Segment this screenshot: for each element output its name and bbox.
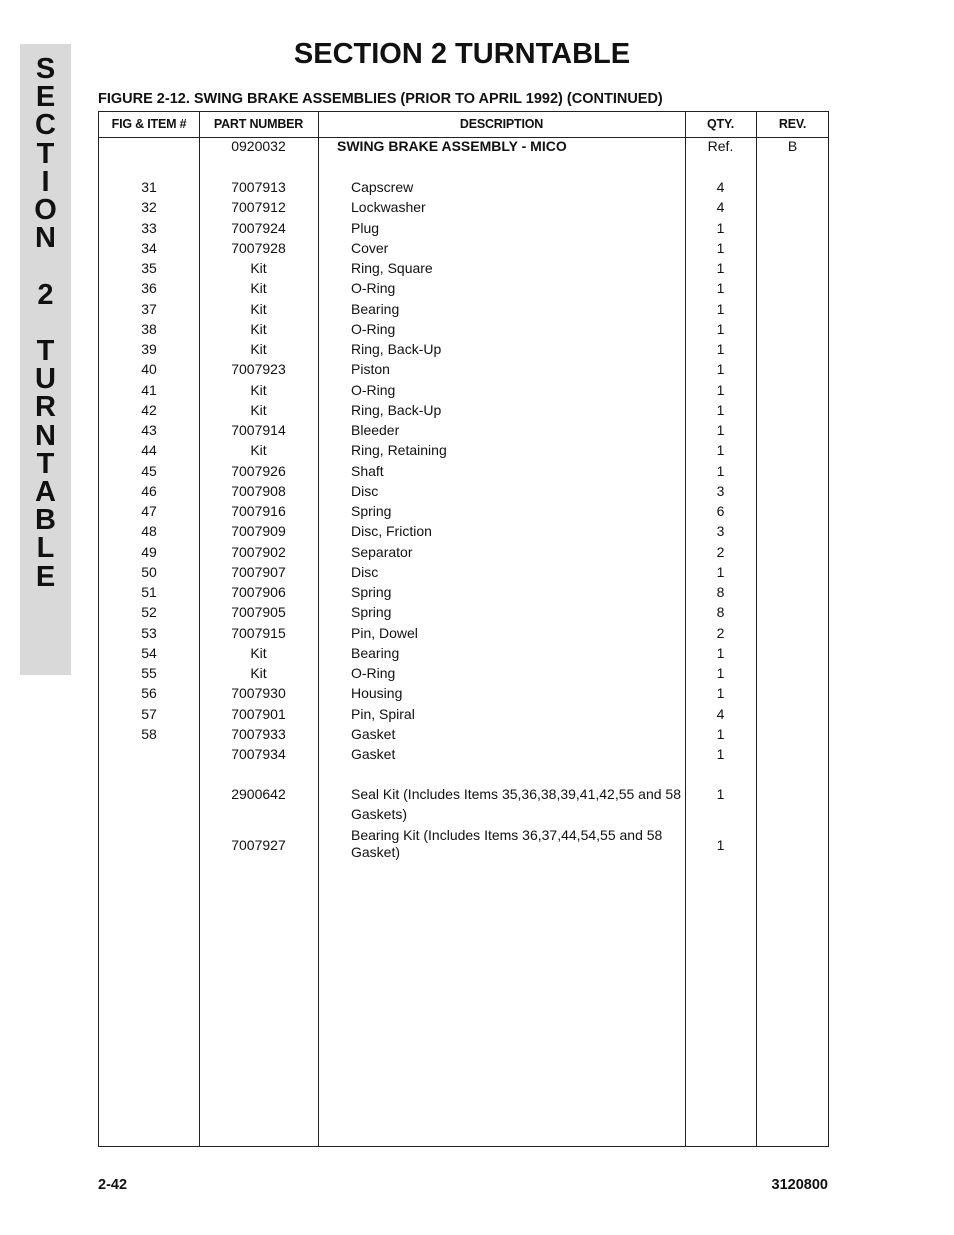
document-number: 3120800 [771,1177,828,1193]
quantity: 2 [716,624,725,641]
side-tab-letter: S [35,53,56,85]
part-number: 0920032 [231,138,286,154]
quantity: 1 [716,300,725,317]
fig-item-number: 56 [141,685,157,702]
table-row [99,542,830,562]
part-number: Kit [250,644,267,661]
fig-item-number: 32 [141,199,157,216]
fig-item-number: 51 [141,584,157,600]
description: Spring [351,503,392,519]
description: Lockwasher [351,199,426,216]
fig-item-number: 40 [141,361,157,378]
side-tab-letter: L [36,532,55,565]
quantity: 4 [716,199,725,216]
part-number: Kit [250,280,267,297]
part-number: 7007906 [231,584,286,600]
description: Disc [351,482,379,499]
revision: B [787,138,798,154]
description-line-2: Gasket) [351,844,401,860]
side-tab-letter: 2 [37,278,54,311]
quantity: 1 [716,422,725,438]
description: O-Ring [351,320,396,337]
table-row [99,197,830,217]
table-row [99,218,830,238]
table-row [99,440,830,460]
parts-table [98,111,829,1147]
page-number: 2-42 [98,1177,128,1193]
kit-row [99,784,830,824]
description: Plug [351,219,380,236]
description: Disc, Friction [351,523,432,540]
part-number: 7007928 [231,239,286,256]
fig-item-number: 31 [141,179,157,195]
table-row [99,724,830,744]
table-row [99,562,830,582]
part-number: Kit [250,341,267,357]
part-number: 7007908 [231,482,286,499]
side-tab-letter: N [35,419,56,452]
table-row [99,380,830,400]
description: Gasket [351,746,396,762]
description: Bearing [351,300,400,317]
table-row [99,420,830,440]
part-number: 7007907 [231,563,286,580]
part-number: 7007902 [231,543,286,560]
quantity: 1 [716,341,725,357]
table-row [99,643,830,663]
quantity: 1 [716,219,725,236]
part-number: 7007909 [231,523,286,540]
description: Ring, Back-Up [351,341,442,357]
side-tab-letter: O [34,194,57,226]
description: Pin, Spiral [351,705,415,722]
table-row [99,400,830,420]
quantity: 1 [716,786,725,802]
quantity: 1 [716,644,725,661]
table-row [99,339,830,359]
side-tab-letter: T [36,447,55,480]
description: Housing [351,685,403,702]
description-line-2: Gaskets) [351,806,408,822]
part-number: 7007934 [231,746,286,762]
part-number: 7007923 [231,361,286,378]
description-line-1: Bearing Kit (Includes Items 36,37,44,54,55 and 58 [351,827,663,843]
fig-item-number: 46 [141,482,157,499]
header-rev: REV. [778,117,807,131]
part-number: 7007933 [231,725,286,742]
part-number: 2900642 [231,786,286,802]
quantity: 1 [716,665,725,681]
fig-item-number: 55 [141,665,157,681]
part-number: 7007913 [231,179,286,195]
table-row [99,623,830,643]
description: O-Ring [351,665,396,681]
part-number: 7007901 [231,705,286,722]
fig-item-number: 45 [141,462,157,479]
description: Separator [351,543,413,560]
quantity: 1 [716,401,725,418]
page-title: SECTION 2 TURNTABLE [293,38,631,70]
fig-item-number: 41 [141,381,157,398]
part-number: 7007905 [231,604,286,621]
quantity: 1 [716,837,725,853]
side-tab-letter: T [36,137,55,170]
fig-item-number: 33 [141,219,157,236]
table-row [99,521,830,541]
description: Cover [351,239,389,256]
quantity: 1 [716,462,725,479]
quantity: 8 [716,584,725,600]
quantity: 1 [716,725,725,742]
side-tab-letter: I [41,165,50,198]
side-tab-letter: C [35,109,56,142]
quantity: 3 [716,523,725,540]
quantity: 1 [716,239,725,256]
table-row [99,319,830,339]
fig-item-number: 53 [141,624,157,641]
fig-item-number: 49 [141,543,157,560]
fig-item-number: 50 [141,563,157,580]
part-number: Kit [250,401,267,418]
side-tab-letter: A [35,476,56,508]
description: Shaft [351,462,384,479]
part-number: 7007927 [231,837,286,853]
part-number: Kit [250,300,267,317]
description: Ring, Retaining [351,442,447,459]
fig-item-number: 43 [141,422,157,438]
fig-item-number: 44 [141,442,157,459]
side-tab-letter: B [35,504,56,537]
header-fig-item: FIG & ITEM # [111,117,187,131]
fig-item-number: 52 [141,604,157,621]
part-number: 7007915 [231,624,286,641]
table-row [99,481,830,501]
table-row [99,177,830,197]
description: SWING BRAKE ASSEMBLY - MICO [337,138,567,154]
header-qty: QTY. [707,117,734,131]
description: Capscrew [351,179,414,195]
quantity: 4 [716,705,725,722]
header-part-number: PART NUMBER [213,117,304,131]
fig-item-number: 38 [141,320,157,337]
fig-item-number: 34 [141,239,157,256]
fig-item-number: 48 [141,523,157,540]
part-number: 7007926 [231,462,286,479]
fig-item-number: 37 [141,300,157,317]
quantity: Ref. [707,138,734,154]
table-row [99,744,830,764]
side-tab-letter: E [35,81,56,114]
description: Bleeder [351,422,400,438]
table-row [99,582,830,602]
table-row [99,683,830,703]
table-row [99,299,830,319]
side-tab-letter: E [35,560,56,593]
description: Disc [351,563,379,580]
description-line-1: Seal Kit (Includes Items 35,36,38,39,41,42,55 and 58 [351,786,682,802]
part-number: 7007912 [231,199,286,216]
description: Spring [351,604,392,621]
side-tab-letter: N [35,222,56,255]
part-number: Kit [250,381,267,398]
description: Spring [351,584,392,600]
part-number: 7007930 [231,685,286,702]
quantity: 4 [716,179,725,195]
table-row [99,663,830,683]
kit-row [99,826,830,866]
description: Ring, Square [351,260,433,276]
side-tab-letter: R [35,391,56,424]
quantity: 2 [716,543,725,560]
assembly-row [99,136,830,156]
quantity: 1 [716,280,725,297]
description: O-Ring [351,381,396,398]
description: Pin, Dowel [351,624,418,641]
quantity: 1 [716,685,725,702]
fig-item-number: 58 [141,725,157,742]
quantity: 1 [716,381,725,398]
part-number: 7007914 [231,422,286,438]
quantity: 1 [716,563,725,580]
fig-item-number: 39 [141,341,157,357]
side-tab-letter: T [36,335,55,367]
fig-item-number: 57 [141,705,157,722]
table-row [99,501,830,521]
description: Piston [351,361,390,378]
fig-item-number: 47 [141,503,157,519]
part-number: Kit [250,665,267,681]
quantity: 1 [716,361,725,378]
header-description: DESCRIPTION [459,117,544,131]
quantity: 1 [716,320,725,337]
section-side-tab [20,44,71,675]
table-row [99,258,830,278]
fig-item-number: 36 [141,280,157,297]
quantity: 1 [716,442,725,459]
side-tab-letter: U [35,363,56,396]
part-number: 7007916 [231,503,286,519]
table-row [99,278,830,298]
part-number: 7007924 [231,219,286,236]
quantity: 6 [716,503,725,519]
description: Bearing [351,644,400,661]
table-row [99,238,830,258]
fig-item-number: 42 [141,401,157,418]
table-row [99,359,830,379]
part-number: Kit [250,320,267,337]
description: O-Ring [351,280,396,297]
part-number: Kit [250,260,267,276]
table-row [99,602,830,622]
quantity: 3 [716,482,725,499]
description: Ring, Back-Up [351,401,442,418]
table-row [99,704,830,724]
fig-item-number: 35 [141,260,157,276]
description: Gasket [351,725,396,742]
fig-item-number: 54 [141,644,157,661]
figure-title: FIGURE 2-12. SWING BRAKE ASSEMBLIES (PRIOR TO APRIL 1992) (CONTINUED) [98,91,663,107]
quantity: 8 [716,604,725,621]
part-number: Kit [250,442,267,459]
quantity: 1 [716,746,725,762]
table-row [99,461,830,481]
quantity: 1 [716,260,725,276]
